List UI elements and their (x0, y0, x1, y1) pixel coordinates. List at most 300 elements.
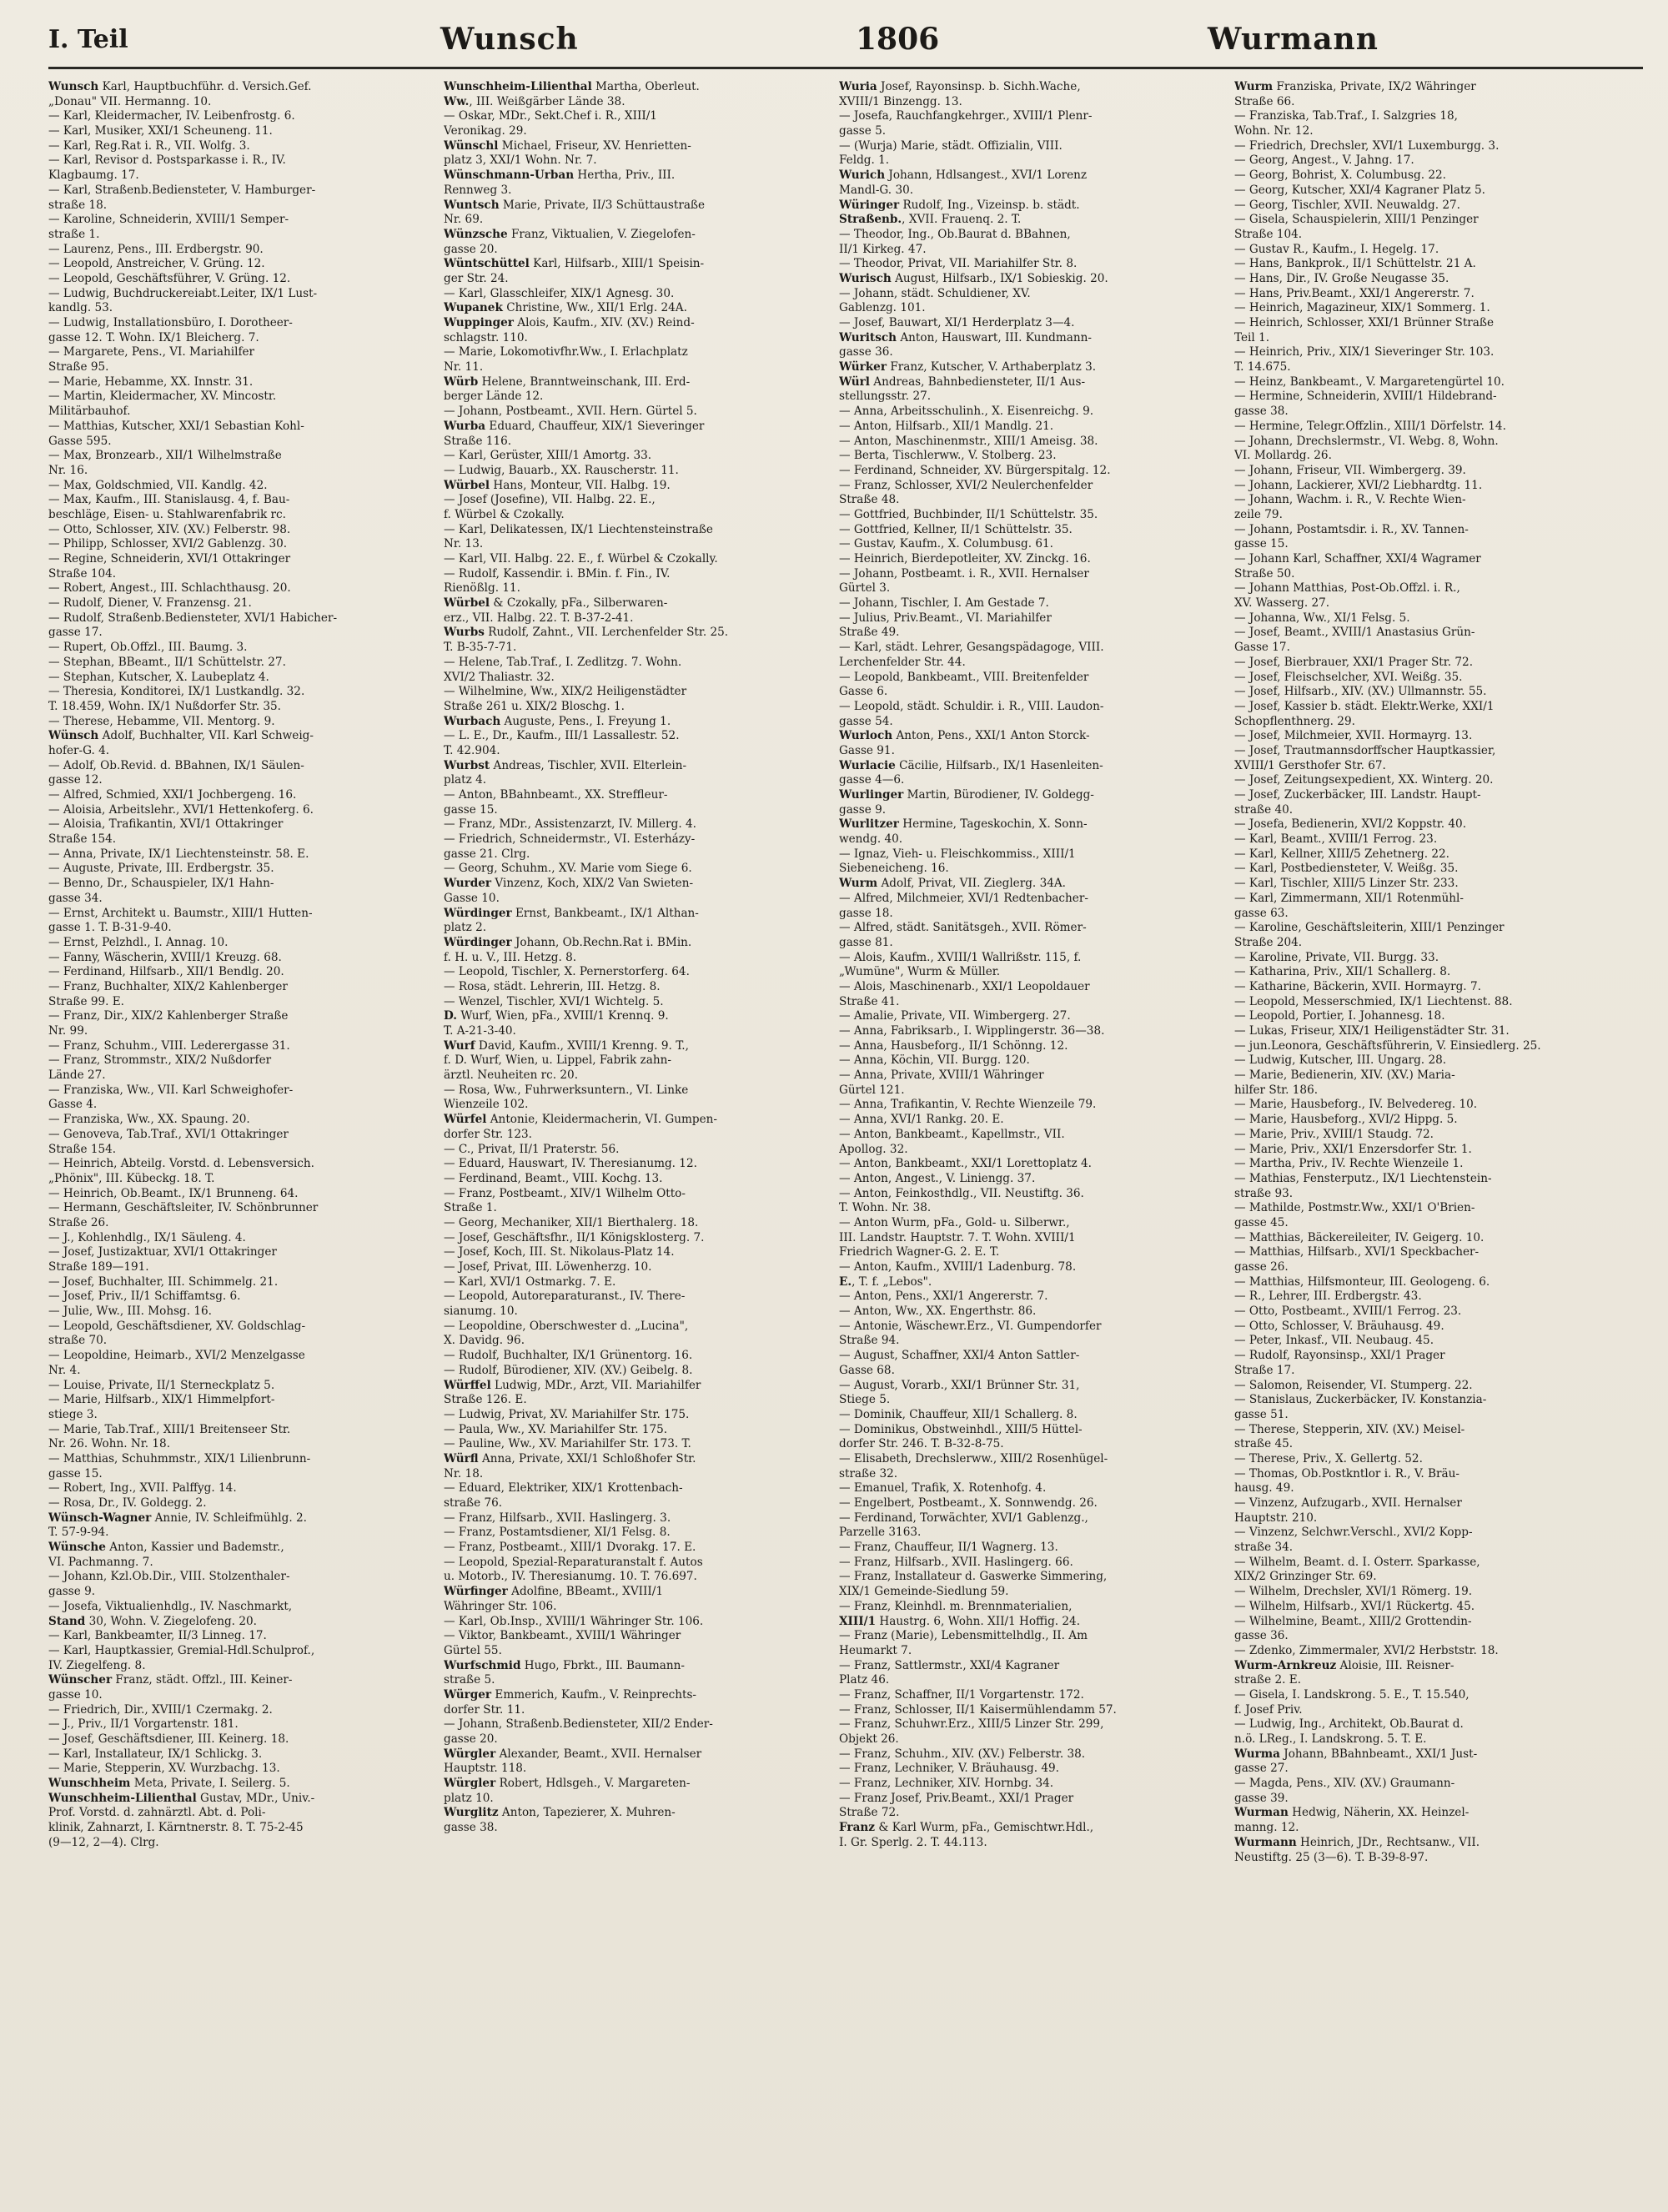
directory-entry-line: — Rosa, Ww., Fuhrwerksuntern., VI. Linke (444, 1083, 689, 1097)
directory-entry-line: — Leopold, Autoreparaturanst., IV. There- (444, 1289, 686, 1304)
directory-entry-line: Wünschmann-Urban Hertha, Priv., III. (444, 168, 676, 183)
directory-entry-line: — Ferdinand, Beamt., VIII. Kochg. 13. (444, 1171, 663, 1185)
directory-entry-line: IV. Ziegelfeng. 8. (48, 1658, 146, 1672)
directory-entry-line: — Anton, Angest., V. Liniengg. 37. (839, 1171, 1036, 1185)
directory-entry-line: — Marie, Tab.Traf., XIII/1 Breitenseer Str. (48, 1422, 291, 1436)
directory-entry-line: — Franziska, Ww., VII. Karl Schweighofer- (48, 1083, 294, 1097)
catchword-right: Wurmann (1208, 22, 1379, 57)
directory-column-1 (48, 80, 434, 2190)
directory-entry-line: — Gisela, Schauspielerin, XIII/1 Penzinger (1234, 213, 1479, 227)
directory-entry-line: — Anton, Maschinenmstr., XIII/1 Ameisg. 38. (839, 434, 1098, 448)
directory-entry-line: Wunschheim-Lilienthal Martha, Oberleut. (444, 80, 700, 93)
directory-entry-line: Gürtel 121. (839, 1083, 905, 1097)
directory-entry-line: — Helene, Tab.Traf., I. Zedlitzg. 7. Wohn. (444, 655, 682, 669)
directory-entry-line: — Karl, Straßenb.Bediensteter, V. Hamburger- (48, 183, 316, 197)
directory-entry-line: — Karl, XVI/1 Ostmarkg. 7. E. (444, 1274, 616, 1289)
directory-entry-line: — Marie, Lokomotivfhr.Ww., I. Erlachplatz (444, 345, 688, 359)
directory-entry-line: f. Josef Priv. (1234, 1702, 1303, 1717)
directory-entry-line: I. Gr. Sperlg. 2. T. 44.113. (839, 1835, 987, 1849)
directory-entry-line: Hauptstr. 118. (444, 1762, 527, 1776)
directory-entry-line: — Karl, Gerüster, XIII/1 Amortg. 33. (444, 449, 652, 463)
directory-entry-line: III. Landstr. Hauptstr. 7. T. Wohn. XVIII/1 (839, 1230, 1076, 1244)
directory-entry-line: — Emanuel, Trafik, X. Rotenhofg. 4. (839, 1481, 1047, 1496)
directory-entry-line: — Johann, Postbeamt. i. R., XVII. Hernalser (839, 566, 1089, 581)
directory-entry-line: — Heinrich, Schlosser, XXI/1 Brünner Straße (1234, 316, 1495, 329)
directory-entry-line: — Zdenko, Zimmermaler, XVI/2 Herbststr. 18. (1234, 1643, 1499, 1657)
directory-entry-line: Prof. Vorstd. d. zahnärztl. Abt. d. Poli- (48, 1806, 266, 1820)
directory-entry-line: sianumg. 10. (444, 1305, 518, 1319)
directory-entry-line: Straße 104. (48, 566, 117, 581)
directory-entry-line: — Heinrich, Magazineur, XIX/1 Sommerg. 1. (1234, 301, 1490, 315)
directory-entry-line: — Katharine, Bäckerin, XVII. Hormayrg. 7. (1234, 979, 1481, 993)
directory-entry-line: — Stephan, Kutscher, X. Laubeplatz 4. (48, 670, 269, 684)
directory-entry-line: — Eduard, Hauswart, IV. Theresianumg. 12. (444, 1157, 697, 1171)
directory-entry-line: — Josefa, Rauchfangkehrger., XVIII/1 Plenr- (839, 109, 1093, 123)
directory-entry-line: — Josef, Hilfsarb., XIV. (XV.) Ullmannstr. 55. (1234, 685, 1487, 699)
directory-entry-line: — Julie, Ww., III. Mohsg. 16. (48, 1305, 213, 1319)
directory-entry-line: — Karl, Postbediensteter, V. Weißg. 35. (1234, 862, 1459, 876)
directory-entry-line: platz 10. (444, 1791, 494, 1805)
directory-entry-line: — Margarete, Pens., VI. Mariahilfer (48, 345, 255, 359)
directory-entry-line: — Heinrich, Bierdepotleiter, XV. Zinckg. 16. (839, 552, 1091, 566)
directory-entry-line: Straße 26. (48, 1215, 109, 1229)
directory-entry-line: — Karl, Musiker, XXI/1 Scheuneng. 11. (48, 124, 273, 138)
directory-entry-line: — Pauline, Ww., XV. Mariahilfer Str. 173. T. (444, 1437, 691, 1451)
directory-entry-line: — Hermann, Geschäftsleiter, IV. Schönbrunner (48, 1201, 319, 1215)
directory-entry-line: „Wumüne", Wurm & Müller. (839, 965, 1001, 979)
directory-entry-line: — Gustav R., Kaufm., I. Hegelg. 17. (1234, 242, 1439, 256)
directory-entry-line: Gürtel 3. (839, 581, 891, 596)
directory-entry-line: T. 42.904. (444, 743, 500, 757)
directory-entry-line: Straße 95. (48, 360, 109, 375)
directory-entry-line: — L. E., Dr., Kaufm., III/1 Lassallestr. 52. (444, 729, 680, 743)
directory-entry-line: — Stephan, BBeamt., II/1 Schüttelstr. 27. (48, 655, 286, 669)
directory-entry-line: — Anton, Bankbeamt., XXI/1 Lorettoplatz 4. (839, 1157, 1092, 1171)
directory-entry-line: gasse 4—6. (839, 773, 905, 787)
directory-entry-line: — Max, Bronzearb., XII/1 Wilhelmstraße (48, 449, 282, 463)
directory-entry-line: — Leopold, Spezial-Reparaturanstalt f. Autos (444, 1555, 703, 1569)
header-rule (48, 67, 1643, 69)
directory-entry-line: hausg. 49. (1234, 1481, 1294, 1496)
directory-entry-line: — Alfred, Milchmeier, XVI/1 Redtenbacher- (839, 891, 1088, 905)
directory-entry-line: II/1 Kirkeg. 47. (839, 242, 927, 256)
directory-column-3 (839, 80, 1224, 2190)
directory-entry-line: Feldg. 1. (839, 153, 890, 168)
directory-entry-line: (9—12, 2—4). Clrg. (48, 1835, 159, 1849)
directory-entry-line: — Leopold, Bankbeamt., VIII. Breitenfelder (839, 670, 1089, 684)
directory-entry-line: — Karl, Installateur, IX/1 Schlickg. 3. (48, 1747, 263, 1761)
directory-entry-line: Wurglitz Anton, Tapezierer, X. Muhren- (444, 1806, 676, 1820)
directory-entry-line: — Anton, Feinkosthdlg., VII. Neustiftg. 36. (839, 1186, 1084, 1200)
directory-entry-line: — Wilhelmine, Ww., XIX/2 Heiligenstädter (444, 685, 687, 699)
directory-entry-line: — Johann, Lackierer, XVI/2 Liebhardtg. 11. (1234, 478, 1483, 492)
directory-entry-line: — Mathias, Fensterputz., IX/1 Liechtenstein- (1234, 1171, 1492, 1185)
directory-entry-line: — Karl, Revisor d. Postsparkasse i. R., IV. (48, 153, 286, 168)
directory-entry-line: beschläge, Eisen- u. Stahlwarenfabrik rc. (48, 507, 286, 521)
directory-entry-line: Straße 126. E. (444, 1393, 527, 1407)
directory-entry-line: Straße 48. (839, 493, 900, 507)
directory-entry-line: gasse 17. (48, 626, 103, 640)
directory-entry-line: — Fanny, Wäscherin, XVIII/1 Kreuzg. 68. (48, 950, 282, 964)
directory-entry-line: — Heinrich, Ob.Beamt., IX/1 Brunneng. 64. (48, 1186, 299, 1200)
directory-entry-line: Gasse 91. (839, 743, 895, 757)
directory-entry-line: T. 18.459, Wohn. IX/1 Nußdorfer Str. 35. (48, 699, 281, 713)
directory-entry-line: — Aloisia, Trafikantin, XVI/1 Ottakringer (48, 817, 284, 832)
directory-entry-line: — Georg, Mechaniker, XII/1 Bierthalerg. 18. (444, 1215, 699, 1229)
directory-entry-line: — Elisabeth, Drechslerww., XIII/2 Rosenhügel- (839, 1451, 1108, 1465)
directory-entry-line: gasse 9. (48, 1585, 96, 1599)
directory-entry-line: — Engelbert, Postbeamt., X. Sonnwendg. 26. (839, 1496, 1098, 1510)
directory-entry-line: — Ludwig, Buchdruckereiabt.Leiter, IX/1 Lust- (48, 286, 318, 300)
directory-entry-line: f. D. Wurf, Wien, u. Lippel, Fabrik zahn- (444, 1053, 671, 1068)
directory-entry-line: platz 2. (444, 921, 487, 935)
directory-entry-line: — Anna, Trafikantin, V. Rechte Wienzeile 79. (839, 1098, 1097, 1112)
directory-entry-line: Straße 154. (48, 1142, 117, 1156)
directory-entry-line: — Karl, Bankbeamter, II/3 Linneg. 17. (48, 1629, 267, 1643)
directory-entry-line: Straße 99. E. (48, 994, 125, 1008)
directory-entry-line: Rienößlg. 11. (444, 581, 520, 596)
directory-entry-line: — Oskar, MDr., Sekt.Chef i. R., XIII/1 (444, 109, 657, 123)
directory-entry-line: Straße 41. (839, 994, 900, 1008)
directory-entry-line: — Ernst, Architekt u. Baumstr., XIII/1 Hutten- (48, 906, 313, 920)
directory-entry-line: Wünsch-Wagner Annie, IV. Schleifmühlg. 2. (48, 1511, 307, 1525)
directory-entry-line: — Karl, Reg.Rat i. R., VII. Wolfg. 3. (48, 138, 250, 153)
directory-entry-line: — Karl, Glasschleifer, XIX/1 Agnesg. 30. (444, 286, 675, 300)
directory-entry-line: — Marie, Stepperin, XV. Wurzbachg. 13. (48, 1762, 280, 1776)
directory-entry-line: — Marie, Priv., XVIII/1 Staudg. 72. (1234, 1127, 1434, 1141)
directory-entry-line: gasse 10. (48, 1687, 103, 1702)
directory-entry-line: Straße 189—191. (48, 1260, 149, 1274)
directory-entry-line: Nr. 69. (444, 213, 484, 227)
directory-entry-line: — Josef, Zuckerbäcker, III. Landstr. Haupt- (1234, 788, 1481, 802)
directory-entry-line: — Rudolf, Bürodiener, XIV. (XV.) Geibelg. 8. (444, 1363, 693, 1377)
directory-entry-line: dorfer Str. 246. T. B-32-8-75. (839, 1437, 1004, 1451)
directory-entry-line: Wurmann Heinrich, JDr., Rechtsanw., VII. (1234, 1835, 1480, 1849)
directory-entry-line: gasse 15. (48, 1466, 103, 1481)
directory-entry-line: — Franziska, Tab.Traf., I. Salzgries 18, (1234, 109, 1458, 123)
directory-entry-line: — Josef, Bierbrauer, XXI/1 Prager Str. 72. (1234, 655, 1474, 669)
directory-entry-line: Straße 49. (839, 626, 900, 640)
directory-entry-line: — Ludwig, Ing., Architekt, Ob.Baurat d. (1234, 1717, 1464, 1732)
directory-entry-line: — Karl, städt. Lehrer, Gesangspädagoge, VIII. (839, 641, 1104, 655)
directory-entry-line: Nr. 16. (48, 463, 88, 477)
directory-entry-line: — August, Vorarb., XXI/1 Brünner Str. 31, (839, 1378, 1080, 1392)
directory-entry-line: Schopflenthnerg. 29. (1234, 714, 1355, 728)
directory-entry-line: stiege 3. (48, 1407, 98, 1421)
directory-entry-line: Wupanek Christine, Ww., XII/1 Erlg. 24A. (444, 301, 687, 315)
directory-entry-line: Straße 104. (1234, 227, 1303, 241)
directory-entry-line: — Rudolf, Diener, V. Franzensg. 21. (48, 596, 252, 611)
directory-entry-line: Wurm-Arnkreuz Aloisie, III. Reisner- (1234, 1658, 1454, 1672)
directory-entry-line: — Johann, städt. Schuldiener, XV. (839, 286, 1031, 300)
directory-entry-line: straße 1. (48, 227, 100, 241)
directory-entry-line: — Anna, XVI/1 Rankg. 20. E. (839, 1113, 1004, 1127)
directory-entry-line: Würbel Hans, Monteur, VII. Halbg. 19. (444, 478, 671, 492)
directory-entry-line: berger Lände 12. (444, 390, 544, 404)
directory-entry-line: — Franz, Lechniker, V. Bräuhausg. 49. (839, 1762, 1059, 1776)
directory-entry-line: XVIII/1 Gersthofer Str. 67. (1234, 758, 1386, 772)
directory-entry-line: — Aloisia, Arbeitslehr., XVI/1 Hettenkoferg. 6. (48, 802, 314, 817)
directory-entry-line: — Johann, Postbeamt., XVII. Hern. Gürtel 5. (444, 405, 697, 419)
directory-entry-line: — Marie, Hausbeforg., IV. Belvedereg. 10. (1234, 1098, 1478, 1112)
directory-entry-line: Siebeneicheng. 16. (839, 862, 949, 876)
directory-entry-line: platz 3, XXI/1 Wohn. Nr. 7. (444, 153, 597, 168)
directory-entry-line: Militärbauhof. (48, 405, 131, 419)
directory-entry-line: Würbel & Czokally, pFa., Silberwaren- (444, 596, 668, 611)
directory-entry-line: — Heinz, Bankbeamt., V. Margaretengürtel 10. (1234, 375, 1505, 389)
directory-entry-line: — Alfred, städt. Sanitätsgeh., XVII. Römer- (839, 921, 1087, 935)
directory-entry-line: — Antonie, Wäschewr.Erz., VI. Gumpendorfer (839, 1319, 1102, 1333)
directory-entry-line: Wuntsch Marie, Private, II/3 Schüttaustraße (444, 198, 706, 212)
directory-entry-line: — Amalie, Private, VII. Wimbergerg. 27. (839, 1009, 1071, 1023)
directory-entry-line: — Franz, Schuhm., XIV. (XV.) Felberstr. 38. (839, 1747, 1086, 1761)
directory-entry-line: XIX/2 Grinzinger Str. 69. (1234, 1570, 1377, 1584)
directory-entry-line: Wuria Josef, Rayonsinsp. b. Sichh.Wache, (839, 80, 1081, 93)
directory-entry-line: Wurbst Andreas, Tischler, XVII. Elterlein- (444, 758, 687, 772)
directory-entry-line: — Ferdinand, Schneider, XV. Bürgerspitalg. 12. (839, 463, 1111, 477)
directory-entry-line: VI. Pachmanng. 7. (48, 1555, 153, 1569)
directory-entry-line: gasse 36. (839, 345, 893, 359)
directory-entry-line: straße 2. E. (1234, 1673, 1302, 1687)
directory-entry-line: — Franz, Installateur d. Gaswerke Simmering, (839, 1570, 1108, 1584)
directory-entry-line: Friedrich Wagner-G. 2. E. T. (839, 1245, 1000, 1259)
directory-entry-line: — Johann, Friseur, VII. Wimbergerg. 39. (1234, 463, 1466, 477)
directory-entry-line: T. Wohn. Nr. 38. (839, 1201, 932, 1215)
directory-entry-line: — Rosa, städt. Lehrerin, III. Hetzg. 8. (444, 979, 661, 993)
directory-entry-line: — Hans, Bankprok., II/1 Schüttelstr. 21 A. (1234, 257, 1476, 271)
directory-entry-line: — Anton, Ww., XX. Engerthstr. 86. (839, 1305, 1037, 1319)
directory-entry-line: ärztl. Neuheiten rc. 20. (444, 1068, 579, 1083)
directory-entry-line: erz., VII. Halbg. 22. T. B-37-2-41. (444, 611, 634, 625)
directory-entry-line: — Otto, Schlosser, XIV. (XV.) Felberstr. 98. (48, 522, 291, 536)
directory-entry-line: — Anton, Bankbeamt., Kapellmstr., VII. (839, 1127, 1065, 1141)
directory-entry-line: — Leopold, Anstreicher, V. Grüng. 12. (48, 257, 265, 271)
directory-entry-line: — Louise, Private, II/1 Sterneckplatz 5. (48, 1378, 275, 1392)
directory-entry-line: — Karoline, Schneiderin, XVIII/1 Semper- (48, 213, 289, 227)
directory-entry-line: Wunschheim Meta, Private, I. Seilerg. 5. (48, 1777, 290, 1791)
directory-entry-line: — Josef, Geschäftsdiener, III. Keinerg. 18. (48, 1732, 289, 1746)
directory-entry-line: — Franz, Postamtsdiener, XI/1 Felsg. 8. (444, 1526, 671, 1540)
directory-entry-line: Straße 116. (444, 434, 512, 448)
directory-entry-line: — Leopold, Portier, I. Johannesg. 18. (1234, 1009, 1445, 1023)
directory-entry-line: — Karl, Tischler, XIII/5 Linzer Str. 233. (1234, 877, 1459, 891)
directory-entry-line: — Josef, Zeitungsexpedient, XX. Winterg. 20. (1234, 773, 1494, 787)
directory-entry-line: — Martin, Kleidermacher, XV. Mincostr. (48, 390, 277, 404)
directory-entry-line: Nr. 99. (48, 1024, 88, 1038)
directory-entry-line: — Theodor, Ing., Ob.Baurat d. BBahnen, (839, 227, 1071, 241)
directory-entry-line: — Franz, Schaffner, II/1 Vorgartenstr. 172. (839, 1687, 1084, 1702)
directory-entry-line: hofer-G. 4. (48, 743, 110, 757)
directory-entry-line: — Anna, Private, IX/1 Liechtensteinstr. 58. E. (48, 847, 309, 861)
directory-entry-line: Stand 30, Wohn. V. Ziegelofeng. 20. (48, 1614, 257, 1628)
directory-entry-line: — Josefa, Bedienerin, XVI/2 Koppstr. 40. (1234, 817, 1467, 832)
directory-entry-line: — Wenzel, Tischler, XVI/1 Wichtelg. 5. (444, 994, 664, 1008)
directory-entry-line: — R., Lehrer, III. Erdbergstr. 43. (1234, 1289, 1422, 1304)
page-number: 1806 (856, 22, 940, 57)
directory-entry-line: f. Würbel & Czokally. (444, 507, 565, 521)
directory-entry-line: — Franz, MDr., Assistenzarzt, IV. Millerg. 4. (444, 817, 696, 832)
directory-entry-line: — Josef, Koch, III. St. Nikolaus-Platz 14. (444, 1245, 675, 1259)
directory-entry-line: — Leopold, städt. Schuldir. i. R., VIII. Laudon- (839, 699, 1104, 713)
directory-entry-line: Würinger Rudolf, Ing., Vizeinsp. b. städt. (839, 198, 1080, 212)
directory-entry-line: dorfer Str. 123. (444, 1127, 532, 1141)
directory-entry-line: — Leopold, Geschäftsführer, V. Grüng. 12. (48, 271, 291, 285)
directory-entry-line: — Friedrich, Schneidermstr., VI. Esterházy- (444, 832, 696, 847)
directory-entry-line: — Julius, Priv.Beamt., VI. Mariahilfer (839, 611, 1052, 625)
directory-entry-line: — Johann, Postamtsdir. i. R., XV. Tannen- (1234, 522, 1469, 536)
directory-entry-line: — Regine, Schneiderin, XVI/1 Ottakringer (48, 552, 291, 566)
directory-entry-line: zeile 79. (1234, 507, 1283, 521)
directory-entry-line: — Ludwig, Installationsbüro, I. Dorotheer- (48, 316, 293, 329)
directory-entry-line: T. 57-9-94. (48, 1526, 109, 1540)
directory-entry-line: — Karl, Ob.Insp., XVIII/1 Währinger Str. 106. (444, 1614, 704, 1628)
directory-entry-line: gasse 51. (1234, 1407, 1289, 1421)
directory-entry-line: Gasse 6. (839, 685, 888, 699)
directory-entry-line: — (Wurja) Marie, städt. Offizialin, VIII. (839, 138, 1063, 153)
directory-entry-line: VI. Mollardg. 26. (1234, 449, 1332, 463)
directory-entry-line: Objekt 26. (839, 1732, 899, 1746)
directory-column-2 (444, 80, 829, 2190)
directory-entry-line: — Johann Karl, Schaffner, XXI/4 Wagramer (1234, 552, 1481, 566)
directory-entry-line: straße 76. (444, 1496, 503, 1510)
directory-entry-line: straße 70. (48, 1334, 108, 1348)
directory-entry-line: — Ludwig, Kutscher, III. Ungarg. 28. (1234, 1053, 1447, 1068)
directory-entry-line: — Karl, Beamt., XVIII/1 Ferrog. 23. (1234, 832, 1438, 847)
directory-entry-line: — Franz, Chauffeur, II/1 Wagnerg. 13. (839, 1541, 1058, 1555)
directory-entry-line: — Therese, Stepperin, XIV. (XV.) Meisel- (1234, 1422, 1465, 1436)
directory-entry-line: Würfinger Adolfine, BBeamt., XVIII/1 (444, 1585, 664, 1599)
directory-entry-line: — Friedrich, Dir., XVIII/1 Czermakg. 2. (48, 1702, 273, 1717)
directory-entry-line: — C., Privat, II/1 Praterstr. 56. (444, 1142, 620, 1156)
directory-entry-line: Würffel Ludwig, MDr., Arzt, VII. Mariahilfer (444, 1378, 701, 1392)
directory-entry-line: — Franz, Postbeamt., XIV/1 Wilhelm Otto- (444, 1186, 686, 1200)
directory-entry-line: — Josef, Milchmeier, XVII. Hormayrg. 13. (1234, 729, 1473, 743)
directory-entry-line: — Josef, Geschäftsfhr., II/1 Königsklosterg. 7. (444, 1230, 705, 1244)
directory-entry-line: E., T. f. „Lebos". (839, 1274, 932, 1289)
directory-entry-line: Gürtel 55. (444, 1643, 502, 1657)
directory-entry-line: — Robert, Angest., III. Schlachthausg. 20. (48, 581, 291, 596)
directory-entry-line: Würb Helene, Branntweinschank, III. Erd- (444, 375, 691, 389)
directory-entry-line: — Matthias, Schuhmmstr., XIX/1 Lilienbrunn- (48, 1451, 311, 1465)
directory-entry-line: gasse 54. (839, 714, 893, 728)
directory-entry-line: — Berta, Tischlerww., V. Stolberg. 23. (839, 449, 1057, 463)
directory-entry-line: — Anton, Kaufm., XVIII/1 Ladenburg. 78. (839, 1260, 1077, 1274)
directory-entry-line: — Gisela, I. Landskrong. 5. E., T. 15.540, (1234, 1687, 1470, 1702)
directory-entry-line: — Leopold, Geschäftsdiener, XV. Goldschlag- (48, 1319, 306, 1333)
directory-entry-line: — Franz Josef, Priv.Beamt., XXI/1 Prager (839, 1791, 1074, 1805)
directory-entry-line: — Matthias, Hilfsarb., XVI/1 Speckbacher- (1234, 1245, 1480, 1259)
directory-entry-line: — Franziska, Ww., XX. Spaung. 20. (48, 1113, 250, 1127)
directory-entry-line: Wuritsch Anton, Hauswart, III. Kundmann- (839, 330, 1092, 344)
directory-entry-line: — Ferdinand, Torwächter, XVI/1 Gablenzg., (839, 1511, 1088, 1525)
directory-entry-line: — Georg, Kutscher, XXI/4 Kagraner Platz 5. (1234, 183, 1485, 197)
directory-entry-line: — Auguste, Private, III. Erdbergstr. 35. (48, 862, 274, 876)
directory-entry-line: — Franz (Marie), Lebensmittelhdlg., II. Am (839, 1629, 1088, 1643)
directory-entry-line: gasse 15. (1234, 537, 1289, 551)
directory-entry-line: Nr. 4. (48, 1363, 81, 1377)
directory-entry-line: Hauptstr. 210. (1234, 1511, 1318, 1525)
directory-entry-line: — Franz, Kleinhdl. m. Brennmaterialien, (839, 1599, 1073, 1613)
directory-entry-line: hilfer Str. 186. (1234, 1083, 1319, 1097)
directory-entry-line: — Stanislaus, Zuckerbäcker, IV. Konstanzia- (1234, 1393, 1487, 1407)
directory-entry-line: — Karoline, Private, VII. Burgg. 33. (1234, 950, 1439, 964)
directory-entry-line: — Heinrich, Abteilg. Vorstd. d. Lebensversich. (48, 1157, 315, 1171)
directory-entry-line: Gasse 10. (444, 891, 500, 905)
directory-entry-line: — Alfred, Schmied, XXI/1 Jochbergeng. 16. (48, 788, 297, 802)
directory-entry-line: — Salomon, Reisender, VI. Stumperg. 22. (1234, 1378, 1473, 1392)
directory-entry-line: Gasse 4. (48, 1098, 98, 1112)
directory-entry-line: — Johann, Wachm. i. R., V. Rechte Wien- (1234, 493, 1466, 507)
directory-entry-line: Wurfschmid Hugo, Fbrkt., III. Baumann- (444, 1658, 685, 1672)
directory-entry-line: — Alois, Kaufm., XVIII/1 Wallrißstr. 115, f. (839, 950, 1082, 964)
directory-entry-line: — Heinrich, Priv., XIX/1 Sieveringer Str. 103. (1234, 345, 1495, 359)
directory-entry-line: — August, Schaffner, XXI/4 Anton Sattler- (839, 1349, 1080, 1363)
directory-entry-line: straße 34. (1234, 1541, 1294, 1555)
directory-entry-line: — Anna, Köchin, VII. Burgg. 120. (839, 1053, 1030, 1068)
directory-entry-line: — Rupert, Ob.Offzl., III. Baumg. 3. (48, 641, 248, 655)
directory-entry-line: Wurlitzer Hermine, Tageskochin, X. Sonn- (839, 817, 1088, 832)
directory-entry-line: — Anton, BBahnbeamt., XX. Streffleur- (444, 788, 668, 802)
directory-entry-line: Wurm Adolf, Privat, VII. Zieglerg. 34A. (839, 877, 1067, 891)
directory-entry-line: Nr. 11. (444, 360, 484, 375)
directory-entry-line: gasse 63. (1234, 906, 1289, 920)
directory-entry-line: gasse 45. (1234, 1215, 1289, 1229)
directory-entry-line: gasse 12. T. Wohn. IX/1 Bleicherg. 7. (48, 330, 259, 344)
directory-entry-line: Straße 50. (1234, 566, 1295, 581)
directory-entry-line: Lerchenfelder Str. 44. (839, 655, 966, 669)
directory-entry-line: T. B-35-7-71. (444, 641, 517, 655)
directory-entry-line: Wurloch Anton, Pens., XXI/1 Anton Storck- (839, 729, 1090, 743)
directory-entry-line: — Anna, Fabriksarb., I. Wipplingerstr. 36—38. (839, 1024, 1105, 1038)
directory-entry-line: — Rudolf, Rayonsinsp., XXI/1 Prager (1234, 1349, 1445, 1363)
directory-entry-line: — Georg, Angest., V. Jahng. 17. (1234, 153, 1414, 168)
directory-entry-line: — Thomas, Ob.Postkntlor i. R., V. Bräu- (1234, 1466, 1460, 1481)
directory-entry-line: Wurba Eduard, Chauffeur, XIX/1 Sieveringer (444, 419, 705, 433)
directory-entry-line: XVI/2 Thaliastr. 32. (444, 670, 555, 684)
directory-entry-line: dorfer Str. 11. (444, 1702, 525, 1717)
directory-entry-line: straße 32. (839, 1466, 898, 1481)
directory-entry-line: Wünschl Michael, Friseur, XV. Henrietten- (444, 138, 691, 153)
directory-entry-line: XIX/1 Gemeinde-Siedlung 59. (839, 1585, 1009, 1599)
directory-entry-line: — Ferdinand, Hilfsarb., XII/1 Bendlg. 20. (48, 965, 284, 979)
directory-entry-line: — Anna, Private, XVIII/1 Währinger (839, 1068, 1044, 1083)
directory-entry-line: Würgler Robert, Hdlsgeh., V. Margareten- (444, 1777, 691, 1791)
directory-entry-line: — Franz, Schlosser, XVI/2 Neulerchenfelder (839, 478, 1093, 492)
directory-entry-line: — Rudolf, Straßenb.Bediensteter, XVI/1 Habicher- (48, 611, 338, 625)
directory-entry-line: — J., Kohlenhdlg., IX/1 Säuleng. 4. (48, 1230, 246, 1244)
directory-entry-line: — Georg, Tischler, XVII. Neuwaldg. 27. (1234, 198, 1460, 212)
catchword-left: Wunsch (440, 22, 579, 57)
directory-entry-line: — Hermine, Schneiderin, XVIII/1 Hildebrand- (1234, 390, 1497, 404)
directory-entry-line: — Franz, Dir., XIX/2 Kahlenberger Straße (48, 1009, 289, 1023)
directory-entry-line: — Lukas, Friseur, XIX/1 Heiligenstädter Str. 31. (1234, 1024, 1510, 1038)
directory-entry-line: — Leopold, Tischler, X. Pernerstorferg. 64. (444, 965, 690, 979)
directory-entry-line: — Theresia, Konditorei, IX/1 Lustkandlg. 32. (48, 685, 305, 699)
directory-entry-line: Gasse 17. (1234, 641, 1290, 655)
directory-entry-line: — Marie, Hilfsarb., XIX/1 Himmelpfort- (48, 1393, 275, 1407)
directory-entry-line: gasse 15. (444, 802, 498, 817)
directory-entry-line: — J., Priv., II/1 Vorgartenstr. 181. (48, 1717, 239, 1732)
directory-entry-line: XVIII/1 Binzengg. 13. (839, 94, 962, 108)
directory-entry-line: — Johanna, Ww., XI/1 Felsg. 5. (1234, 611, 1410, 625)
directory-entry-line: stellungsstr. 27. (839, 390, 932, 404)
directory-entry-line: — jun.Leonora, Geschäftsführerin, V. Einsiedlerg. 25. (1234, 1038, 1541, 1053)
directory-entry-line: — Hans, Priv.Beamt., XXI/1 Angererstr. 7. (1234, 286, 1475, 300)
directory-entry-line: — Wilhelm, Hilfsarb., XVI/1 Rückertg. 45. (1234, 1599, 1475, 1613)
directory-entry-line: Wurbach Auguste, Pens., I. Freyung 1. (444, 714, 671, 728)
directory-entry-line: — Franz, Schuhm., VIII. Lederergasse 31. (48, 1038, 290, 1053)
directory-entry-line: Apollog. 32. (839, 1142, 908, 1156)
